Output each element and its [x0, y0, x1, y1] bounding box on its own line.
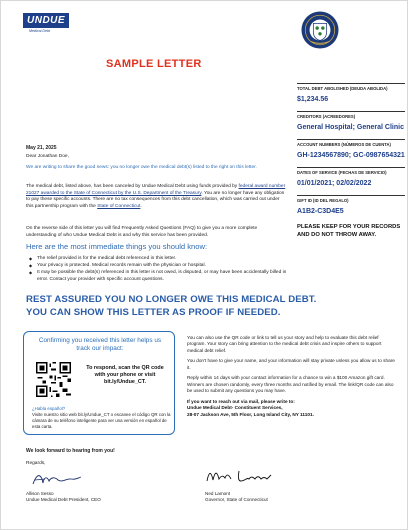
state-of-connecticut-link[interactable]: State of Connecticut: [97, 204, 141, 210]
cancellation-paragraph: [26, 184, 288, 211]
account-numbers-value: GH-1234567890; GC-0987654321: [297, 152, 405, 160]
total-debt-label: TOTAL DEBT ABOLISHED (DEUDA ABOLIDA): [297, 86, 388, 91]
signer1-name: Allison Sesso: [26, 491, 54, 496]
spanish-question: ¿Habla español?: [32, 406, 66, 411]
debt-summary-column: [297, 83, 405, 239]
cancellation-text-c: .: [140, 204, 142, 210]
story-paragraph: You can also use the QR code or link to tell us your story and help to evaluate this debt relief program. Your story can bring attention to the medical debt crisis and inspire others to support medical debt relief.: [187, 335, 382, 353]
signer1-title: Undue Medical Debt President, CEO: [26, 497, 101, 503]
immediate-things-heading: Here are the most immediate things you should know:: [26, 242, 208, 251]
cancellation-text-a: The medical debt, listed above, has been canceled by Undue Medical Debt using funds provided by: [26, 184, 239, 189]
gift-card-paragraph: Reply within 14 days with your contact information for a chance to win a $100 Amazon gift card. Winners are chosen randomly, every three months and notified by email. The link/QR code can also be used to submit any questions you may have.: [187, 375, 394, 394]
ned-lamont-signature: [205, 467, 277, 485]
cancellation-text-b: . You are no longer have any obligation to pay these specific accounts. There are no tax consequences from this debt cancellation, which was carried out under this partnership program with the: [26, 190, 285, 210]
greeting: Dear Jonathan Doe,: [26, 154, 69, 159]
rest-assured-line-2: YOU CAN SHOW THIS LETTER AS PROOF IF NEEDED.: [26, 306, 281, 318]
gift-id-block: [297, 195, 405, 216]
signer2-name: Ned Lamont: [205, 491, 231, 496]
logo-tagline: Medical Debt: [29, 29, 50, 33]
qr-instructions: To respond, scan the QR code with your phone or visit bit.ly/Undue_CT.: [86, 365, 164, 386]
signer2-title: Governor, State of Connecticut: [205, 497, 268, 503]
total-debt-block: [297, 83, 405, 104]
signer-allison-sesso: [26, 491, 101, 504]
logo-wordmark: UNDUE: [23, 13, 69, 28]
total-debt-value: $1,234.56: [297, 96, 329, 104]
keep-records-note: PLEASE KEEP FOR YOUR RECORDS AND DO NOT THROW AWAY.: [297, 224, 401, 238]
key-points-list: [29, 256, 291, 284]
regards-line: Regards,: [26, 461, 46, 466]
dates-of-service-block: [297, 167, 405, 188]
gift-id-value: A1B2-C3D4E5: [297, 208, 344, 216]
dates-of-service-value: 01/01/2021; 02/02/2022: [297, 180, 372, 188]
response-box: [23, 331, 175, 435]
letter-date: May 21, 2025: [26, 145, 57, 151]
creditors-label: CREDITORS (ACREEDORES): [297, 114, 356, 120]
creditors-value: General Hospital; General Clinic: [297, 124, 404, 132]
feedback-section: [187, 335, 395, 418]
list-item: ◆ The relief provided is for the medical debt referenced in this letter.: [29, 256, 291, 263]
mail-recipient: Undue Medical Debt- Constituent Services,: [187, 405, 283, 411]
list-item: ◆ It may be possible the debt(s) referenced in this letter is not owed, is disputed, or may have been accidentally billed in error. Contact your provider with specific account questions.: [29, 270, 291, 284]
privacy-paragraph: You don't have to give your name, and your information will stay private unless you allow us to share it.: [187, 358, 395, 370]
response-box-title: Confirming you received this letter helps us track our impact:: [38, 337, 162, 352]
gift-id-label: GIFT ID (ID DEL REGALO): [297, 198, 349, 204]
account-numbers-label: ACCOUNT NUMBERS (NÚMEROS DE CUENTA): [297, 142, 391, 148]
undue-logo: [23, 10, 69, 33]
account-numbers-block: [297, 139, 405, 160]
federal-award-link[interactable]: federal award number 21027 awarded to the State of Connecticut by the U.S. Department of the Treasury: [26, 184, 286, 196]
signer-ned-lamont: [205, 491, 268, 504]
dates-of-service-label: DATES OF SERVICE (FECHAS DE SERVICIO): [297, 170, 387, 176]
creditors-block: [297, 111, 405, 132]
look-forward-line: We look forward to hearing from you!: [26, 448, 115, 454]
sample-letter-label: SAMPLE LETTER: [106, 58, 202, 70]
rest-assured-banner: [26, 294, 401, 320]
faq-paragraph: On the reverse side of this letter you will find Frequently Asked Questions (FAQ) to give you a more complete understanding of who Undue Medical Debt is and why this service has been provided.: [26, 226, 258, 238]
allison-sesso-signature: [31, 471, 83, 487]
rest-assured-line-1: REST ASSURED YOU NO LONGER OWE THIS MEDICAL DEBT.: [26, 294, 317, 305]
good-news-paragraph: We are writing to share the good news: you no longer owe the medical debt(s) listed to the right on this letter.: [26, 165, 257, 170]
connecticut-seal-icon: [301, 11, 339, 49]
spanish-instructions: Visite nuestro sitio web bit.ly/Undue_CT o escanee el código QR con la cámara de su teléfono inteligente para ver una versión en español de esta carta.: [32, 411, 171, 429]
mail-heading: If you want to reach out via mail, please write to:: [187, 398, 295, 404]
list-item: ◆ Your privacy is protected. Medical records remain with the physician or hospital.: [29, 263, 291, 270]
spanish-notice: [32, 406, 172, 430]
mail-address: 28-07 Jackson Ave, 5th Floor, Long Island City, NY 11101.: [187, 411, 314, 417]
qr-code-icon[interactable]: [36, 362, 71, 397]
